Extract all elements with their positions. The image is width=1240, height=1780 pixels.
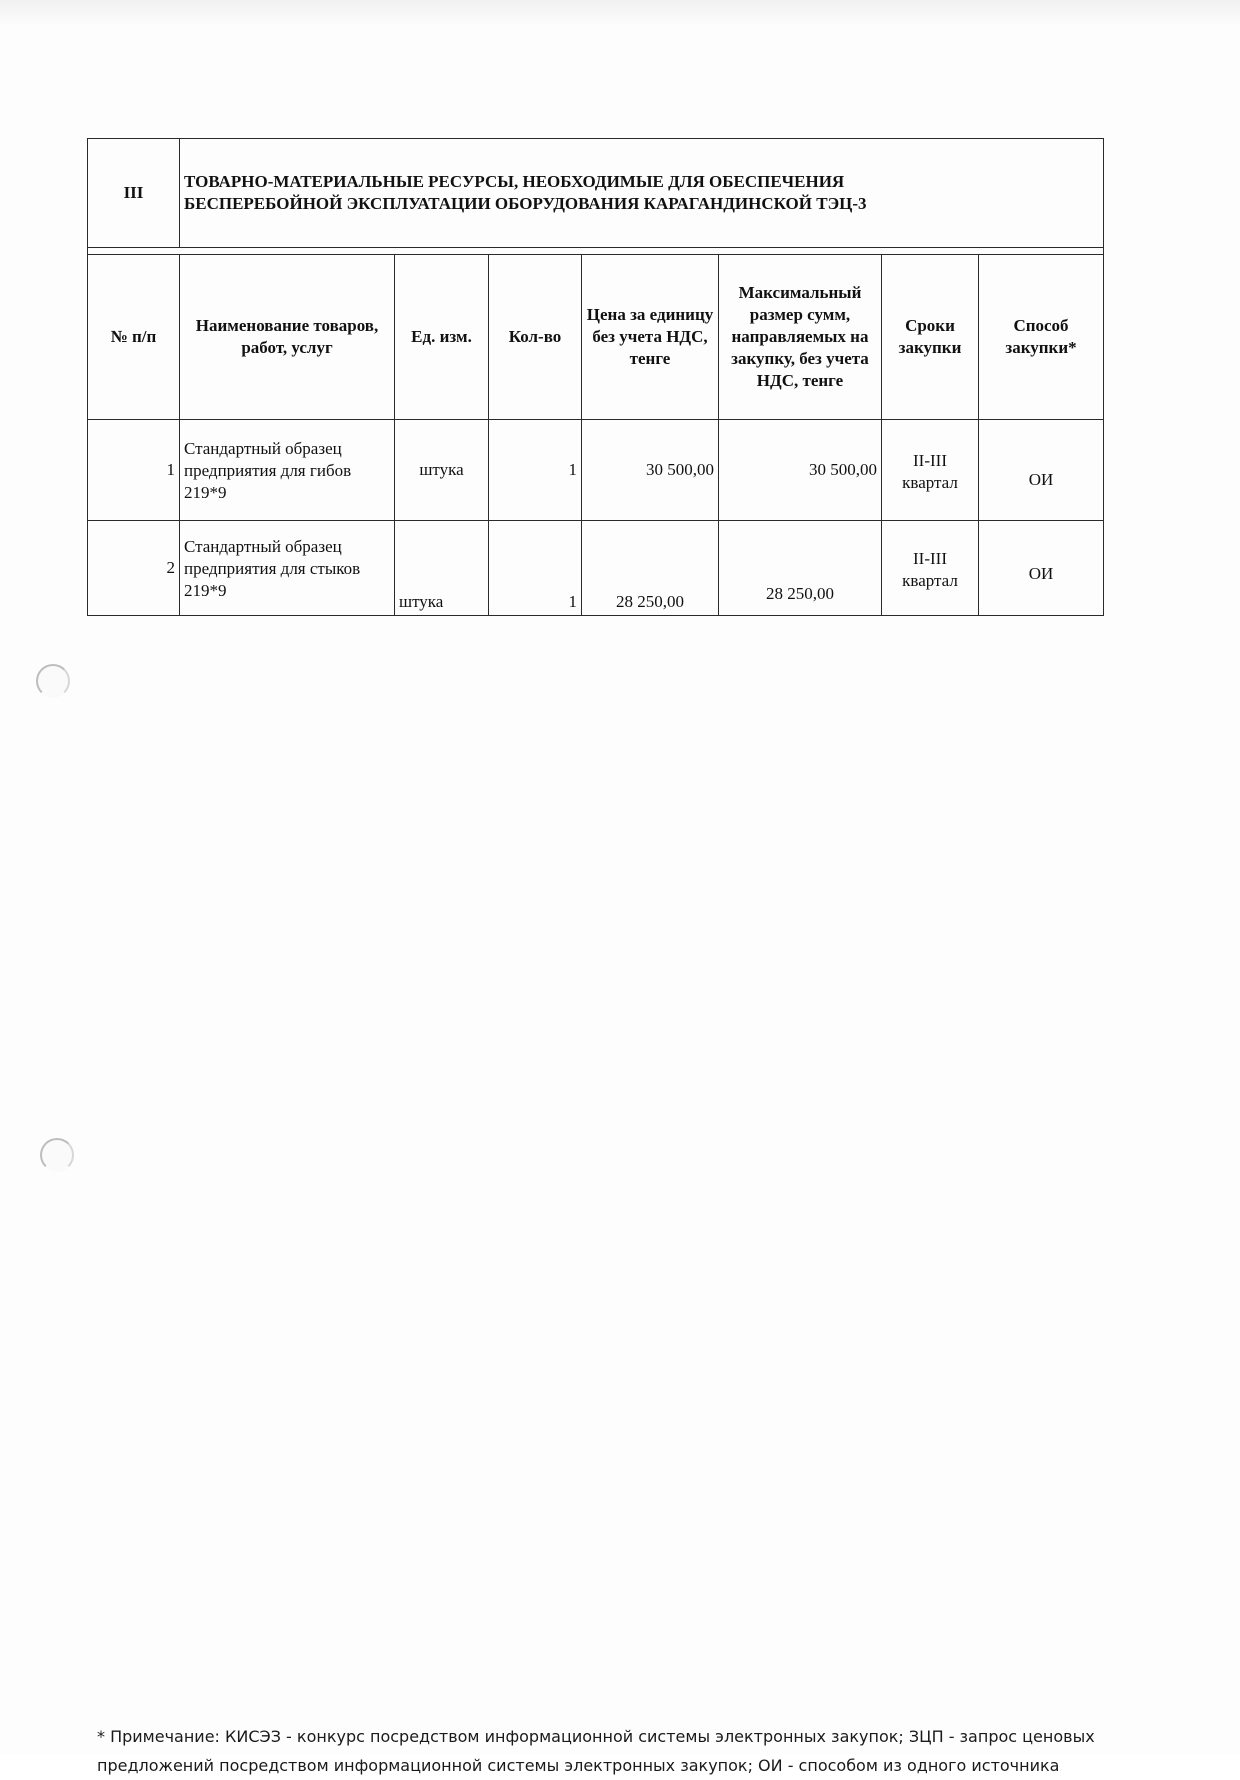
punch-hole (36, 664, 70, 698)
item-name: Стандартный образец предприятия для гибов 219*9 (180, 420, 395, 521)
item-term (882, 420, 979, 521)
item-term-line2: квартал (902, 473, 958, 492)
item-name: Стандартный образец предприятия для стыков 219*9 (180, 521, 395, 616)
item-method: ОИ (979, 420, 1104, 521)
item-term-line1: II-III (913, 548, 947, 568)
row-number: 1 (88, 420, 180, 521)
header-price: Цена за единицу без учета НДС, тенге (582, 255, 719, 420)
footnote: * Примечание: КИСЭЗ - конкурс посредством информационной системы электронных закупок; ЗЦП - запрос ценовых предложений посредством информационной системы электронных закупок; ОИ - способом из одного источника (97, 1727, 1095, 1775)
row-number: 2 (88, 521, 180, 616)
table-row (88, 420, 1104, 521)
section-number: III (88, 139, 180, 248)
procurement-table (87, 138, 1104, 616)
header-row (88, 255, 1104, 420)
item-unit: штука (395, 420, 489, 521)
item-method: ОИ (979, 521, 1104, 616)
header-num: № п/п (88, 255, 180, 420)
header-unit: Ед. изм. (395, 255, 489, 420)
header-term: Сроки закупки (882, 255, 979, 420)
item-price: 30 500,00 (582, 420, 719, 521)
item-price: 28 250,00 (582, 521, 719, 616)
header-max-amount: Максимальный размер сумм, направляемых на закупку, без учета НДС, тенге (719, 255, 882, 420)
item-max-amount: 30 500,00 (719, 420, 882, 521)
section-title-line1: ТОВАРНО-МАТЕРИАЛЬНЫЕ РЕСУРСЫ, НЕОБХОДИМЫЕ ДЛЯ ОБЕСПЕЧЕНИЯ (184, 171, 845, 191)
section-title (180, 139, 1104, 248)
item-term (882, 521, 979, 616)
item-term-line2: квартал (902, 571, 958, 590)
table-gap (88, 248, 1104, 255)
item-qty: 1 (489, 420, 582, 521)
scan-streak (0, 0, 1240, 26)
punch-hole (40, 1138, 74, 1172)
item-max-amount: 28 250,00 (719, 521, 882, 616)
item-qty: 1 (489, 521, 582, 616)
item-term-line1: II-III (913, 450, 947, 470)
item-unit: штука (395, 521, 489, 616)
header-name: Наименование товаров, работ, услуг (180, 255, 395, 420)
section-title-line2: БЕСПЕРЕБОЙНОЙ ЭКСПЛУАТАЦИИ ОБОРУДОВАНИЯ КАРАГАНДИНСКОЙ ТЭЦ-3 (184, 194, 867, 213)
header-method: Способ закупки* (979, 255, 1104, 420)
header-qty: Кол-во (489, 255, 582, 420)
section-row (88, 139, 1104, 248)
table-row (88, 521, 1104, 616)
